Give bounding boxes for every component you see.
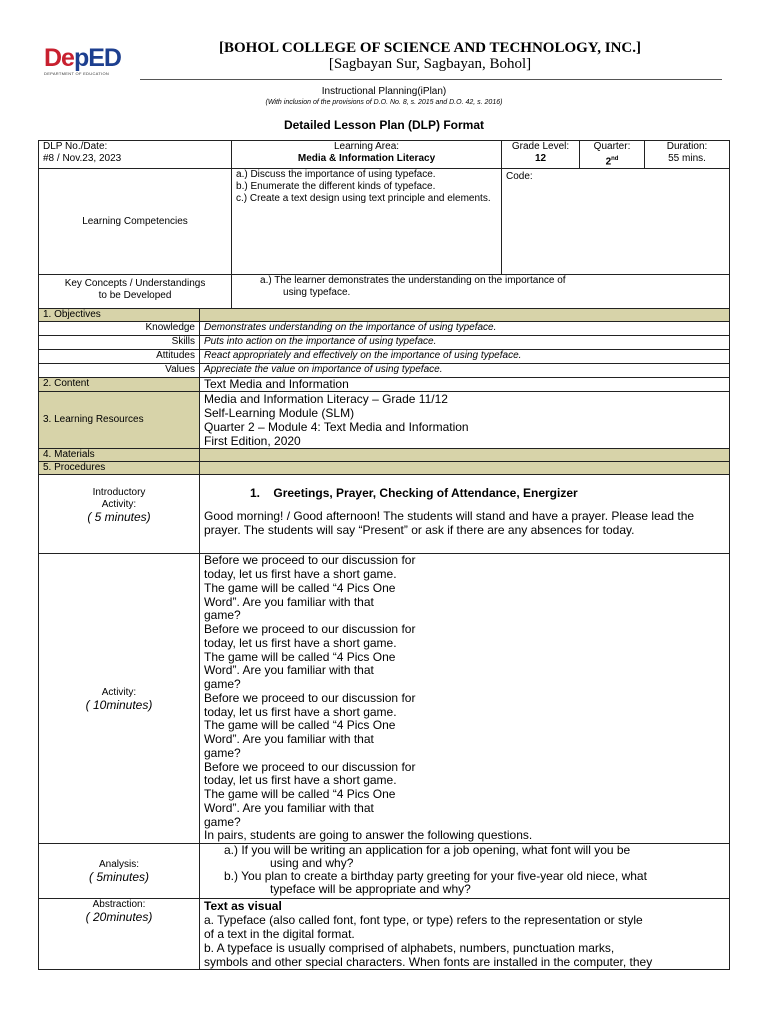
grade-label: Grade Level: <box>511 141 570 152</box>
analysis-label-cell <box>39 844 200 899</box>
activity-line: Word”. Are you familiar with that <box>204 732 374 747</box>
grade-value: 12 <box>534 153 547 164</box>
duration-value: 55 mins. <box>668 153 706 164</box>
resource-line: Self-Learning Module (SLM) <box>204 406 355 421</box>
analysis-content <box>200 844 730 899</box>
procedures-fill <box>200 462 730 475</box>
abstraction-content <box>200 899 730 970</box>
content-text: Text Media and Information <box>200 378 730 392</box>
quarter-cell <box>580 141 645 169</box>
provision-note: (With inclusion of the provisions of D.O. No. 8, s. 2015 and D.O. 42, s. 2016) <box>265 99 503 106</box>
duration-label: Duration: <box>666 141 708 152</box>
intro-minutes: ( 5 minutes) <box>87 510 151 525</box>
abstraction-line: of a text in the digital format. <box>204 927 355 942</box>
analysis-question: b.) You plan to create a birthday party greeting for your five-year old niece, what <box>224 869 647 884</box>
logo-text-red: De <box>44 44 74 72</box>
competencies-list <box>232 169 502 275</box>
intro-label: Introductory <box>92 487 146 499</box>
intro-row <box>39 475 730 554</box>
abstraction-minutes: ( 20minutes) <box>85 910 153 925</box>
format-title: Detailed Lesson Plan (DLP) Format <box>283 118 485 132</box>
competencies-label: Learning Competencies <box>39 169 232 275</box>
materials-heading: 4. Materials <box>39 449 200 462</box>
deped-logo <box>44 46 128 76</box>
intro-content <box>200 475 730 554</box>
activity-line: today, let us first have a short game. <box>204 567 397 582</box>
area-value: Media & Information Literacy <box>297 153 436 164</box>
competency-item: b.) Enumerate the different kinds of typeface. <box>236 181 436 193</box>
activity-line: Word”. Are you familiar with that <box>204 663 374 678</box>
activity-line: today, let us first have a short game. <box>204 773 397 788</box>
intro-label-cell <box>39 475 200 554</box>
area-label: Learning Area: <box>333 141 400 152</box>
activity-minutes: ( 10minutes) <box>85 697 153 712</box>
duration-cell <box>645 141 730 169</box>
objective-text: Demonstrates understanding on the importance of using typeface. <box>200 322 730 336</box>
intro-step-number: 1. <box>250 486 261 501</box>
key-concepts-text <box>232 275 730 309</box>
resource-line: First Edition, 2020 <box>204 434 301 449</box>
activity-line: The game will be called “4 Pics One <box>204 718 396 733</box>
resource-line: Media and Information Literacy – Grade 11/12 <box>204 392 448 407</box>
objectives-heading-fill <box>200 309 730 322</box>
procedures-row <box>39 462 730 475</box>
analysis-minutes: ( 5minutes) <box>88 870 150 885</box>
grade-cell <box>502 141 580 169</box>
abstraction-line: symbols and other special characters. When fonts are installed in the computer, they <box>204 955 653 970</box>
objective-text: Puts into action on the importance of using typeface. <box>200 336 730 350</box>
activity-line: In pairs, students are going to answer the following questions. <box>204 828 533 843</box>
objective-label: Attitudes <box>39 350 200 364</box>
resources-list <box>200 392 730 449</box>
logo-subtitle: DEPARTMENT OF EDUCATION <box>44 71 110 76</box>
activity-line: The game will be called “4 Pics One <box>204 787 396 802</box>
content-heading: 2. Content <box>39 378 200 392</box>
competency-item: a.) Discuss the importance of using typeface. <box>236 169 436 181</box>
activity-row <box>39 554 730 844</box>
quarter-value: 2 <box>605 156 612 168</box>
activity-line: Before we proceed to our discussion for <box>204 553 416 568</box>
activity-label: Activity: <box>101 686 137 698</box>
abstraction-label: Abstraction: <box>92 899 146 911</box>
activity-content <box>200 554 730 844</box>
analysis-label: Analysis: <box>98 859 139 871</box>
resources-row <box>39 392 730 449</box>
dlp-value: #8 / Nov.23, 2023 <box>43 153 122 164</box>
objective-row-skills <box>39 336 730 350</box>
dlp-label: DLP No./Date: <box>43 141 108 152</box>
objective-label: Knowledge <box>39 322 200 336</box>
activity-line: today, let us first have a short game. <box>204 704 397 719</box>
materials-row <box>39 449 730 462</box>
objective-label: Values <box>39 364 200 378</box>
key-concepts-label-2: to be Developed <box>98 290 172 302</box>
activity-line: Word”. Are you familiar with that <box>204 800 374 815</box>
resources-heading: 3. Learning Resources <box>39 392 200 449</box>
objective-row-values <box>39 364 730 378</box>
analysis-question-cont: typeface will be appropriate and why? <box>270 882 471 897</box>
resource-line: Quarter 2 – Module 4: Text Media and Information <box>204 420 469 435</box>
analysis-row <box>39 844 730 899</box>
quarter-label: Quarter: <box>593 141 631 152</box>
logo-text-blue: pED <box>73 44 121 72</box>
procedures-heading: 5. Procedures <box>39 462 200 475</box>
objective-row-attitudes <box>39 350 730 364</box>
intro-label-2: Activity: <box>101 499 137 511</box>
activity-line: Word”. Are you familiar with that <box>204 594 374 609</box>
abstraction-line: a. Typeface (also called font, font type, or type) refers to the representation or style <box>204 913 643 928</box>
key-concepts-label-cell <box>39 275 232 309</box>
abstraction-row <box>39 899 730 970</box>
header-divider <box>140 79 722 80</box>
activity-line: today, let us first have a short game. <box>204 635 397 650</box>
activity-line: game? <box>204 608 241 623</box>
objective-label: Skills <box>39 336 200 350</box>
info-row <box>39 141 730 169</box>
competency-item: c.) Create a text design using text principle and elements. <box>236 193 491 205</box>
intro-step: Greetings, Prayer, Checking of Attendance, Energizer <box>273 486 578 501</box>
dlp-cell <box>39 141 232 169</box>
competencies-row <box>39 169 730 275</box>
objectives-heading-row <box>39 309 730 322</box>
key-concept-line-2: using typeface. <box>283 287 351 299</box>
activity-line: Before we proceed to our discussion for <box>204 759 416 774</box>
activity-line: game? <box>204 814 241 829</box>
abstraction-line: b. A typeface is usually comprised of alphabets, numbers, punctuation marks, <box>204 941 615 956</box>
key-concepts-row <box>39 275 730 309</box>
activity-label-cell <box>39 554 200 844</box>
area-cell <box>232 141 502 169</box>
quarter-sup: nd <box>611 156 619 162</box>
analysis-question-cont: using and why? <box>270 856 354 871</box>
key-concept-line: a.) The learner demonstrates the understanding on the importance of <box>260 275 566 287</box>
intro-text: Good morning! / Good afternoon! The students will stand and have a prayer. Please lead the prayer. The students will say “Present” or ask if there are any absences for today. <box>204 509 695 538</box>
activity-line: game? <box>204 745 241 760</box>
key-concepts-label: Key Concepts / Understandings <box>64 278 206 290</box>
code-label: Code: <box>506 171 533 183</box>
objective-text: React appropriately and effectively on the importance of using typeface. <box>200 350 730 364</box>
abstraction-heading: Text as visual <box>204 899 282 914</box>
objective-text: Appreciate the value on importance of using typeface. <box>200 364 730 378</box>
school-name: [BOHOL COLLEGE OF SCIENCE AND TECHNOLOGY, INC.] <box>218 40 642 56</box>
objectives-heading: 1. Objectives <box>39 309 200 322</box>
planning-title: Instructional Planning(iPlan) <box>321 86 447 97</box>
activity-line: Before we proceed to our discussion for <box>204 690 416 705</box>
abstraction-label-cell <box>39 899 200 970</box>
activity-line: Before we proceed to our discussion for <box>204 622 416 637</box>
content-row <box>39 378 730 392</box>
activity-line: game? <box>204 677 241 692</box>
activity-line: The game will be called “4 Pics One <box>204 649 396 664</box>
materials-fill <box>200 449 730 462</box>
analysis-question: a.) If you will be writing an application for a job opening, what font will you be <box>224 843 631 858</box>
activity-line: The game will be called “4 Pics One <box>204 580 396 595</box>
code-cell <box>502 169 730 275</box>
dlp-table <box>38 140 730 970</box>
objective-row-knowledge <box>39 322 730 336</box>
school-address: [Sagbayan Sur, Sagbayan, Bohol] <box>328 56 532 72</box>
